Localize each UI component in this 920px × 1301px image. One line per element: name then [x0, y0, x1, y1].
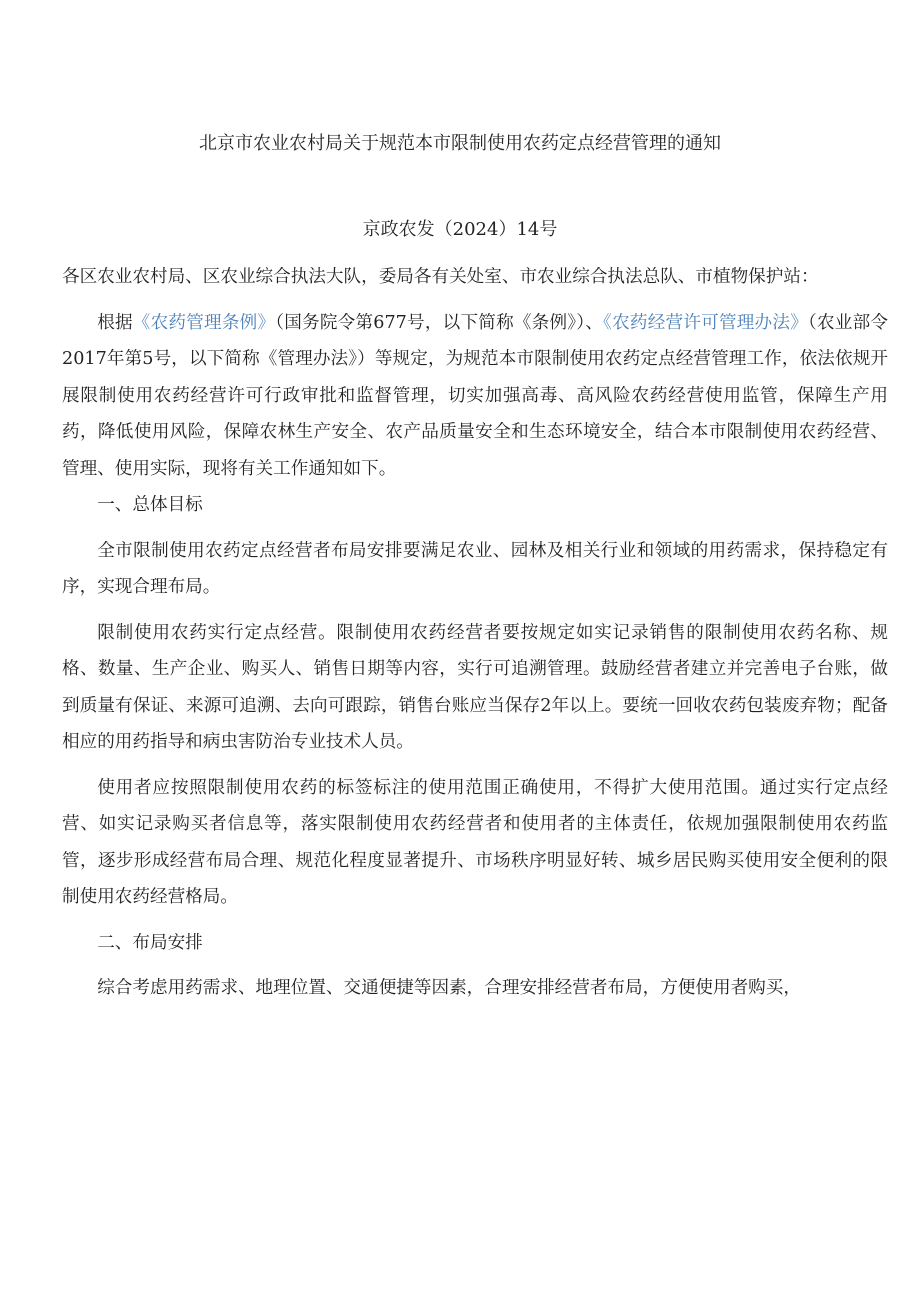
regulation-link-pesticide-management[interactable]: 《农药管理条例》	[132, 312, 276, 333]
goal-paragraph-2: 限制使用农药实行定点经营。限制使用农药经营者要按规定如实记录销售的限制使用农药名称、规格、数量、生产企业、购买人、销售日期等内容，实行可追溯管理。鼓励经营者建立并完善电子台账，做到质量有保证、来源可追溯、去向可跟踪，销售台账应当保存2年以上。要统一回收农药包装废弃物；配备相应的用药指导和病虫害防治专业技术人员。	[62, 622, 888, 752]
goal-paragraph-3: 使用者应按照限制使用农药的标签标注的使用范围正确使用，不得扩大使用范围。通过实行定点经营、如实记录购买者信息等，落实限制使用农药经营者和使用者的主体责任，依规加强限制使用农药监管，逐步形成经营布局合理、规范化程度显著提升、市场秩序明显好转、城乡居民购买使用安全便利的限制使用农药经营格局。	[62, 777, 888, 907]
section-heading-overall-goal: 一、总体目标	[97, 495, 203, 515]
layout-paragraph-1: 综合考虑用药需求、地理位置、交通便捷等因素，合理安排经营者布局，方便使用者购买，	[97, 978, 801, 998]
goal-paragraph-1: 全市限制使用农药定点经营者布局安排要满足农业、园林及相关行业和领域的用药需求，保持稳定有序，实现合理布局。	[62, 540, 888, 597]
document-number: 京政农发（2024）14号	[362, 219, 558, 240]
addressee-paragraph: 各区农业农村局、区农业综合执法大队，委局各有关处室、市农业综合执法总队、市植物保护站：	[62, 267, 819, 287]
document-title: 北京市农业农村局关于规范本市限制使用农药定点经营管理的通知	[199, 133, 721, 154]
regulation-link-business-license[interactable]: 《农药经营许可管理办法》	[603, 312, 808, 333]
intro-paragraph	[62, 305, 888, 488]
document-body	[62, 259, 888, 1007]
section-heading-layout: 二、布局安排	[97, 932, 203, 953]
intro-mid-text: （国务院令第677号，以下简称《条例》）、	[275, 312, 604, 333]
intro-prefix: 根据	[97, 312, 133, 333]
intro-rest-text: （农业部令2017年第5号，以下简称《管理办法》）等规定，为规范本市限制使用农药定点经营管理工作，依法依规开展限制使用农药经营许可行政审批和监督管理，切实加强高毒、高风险农药经营使用监管，保障生产用药，降低使用风险，保障农林生产安全、农产品质量安全和生态环境安全，结合本市限制使用农药经营、管理、使用实际，现将有关工作通知如下。	[62, 312, 888, 479]
